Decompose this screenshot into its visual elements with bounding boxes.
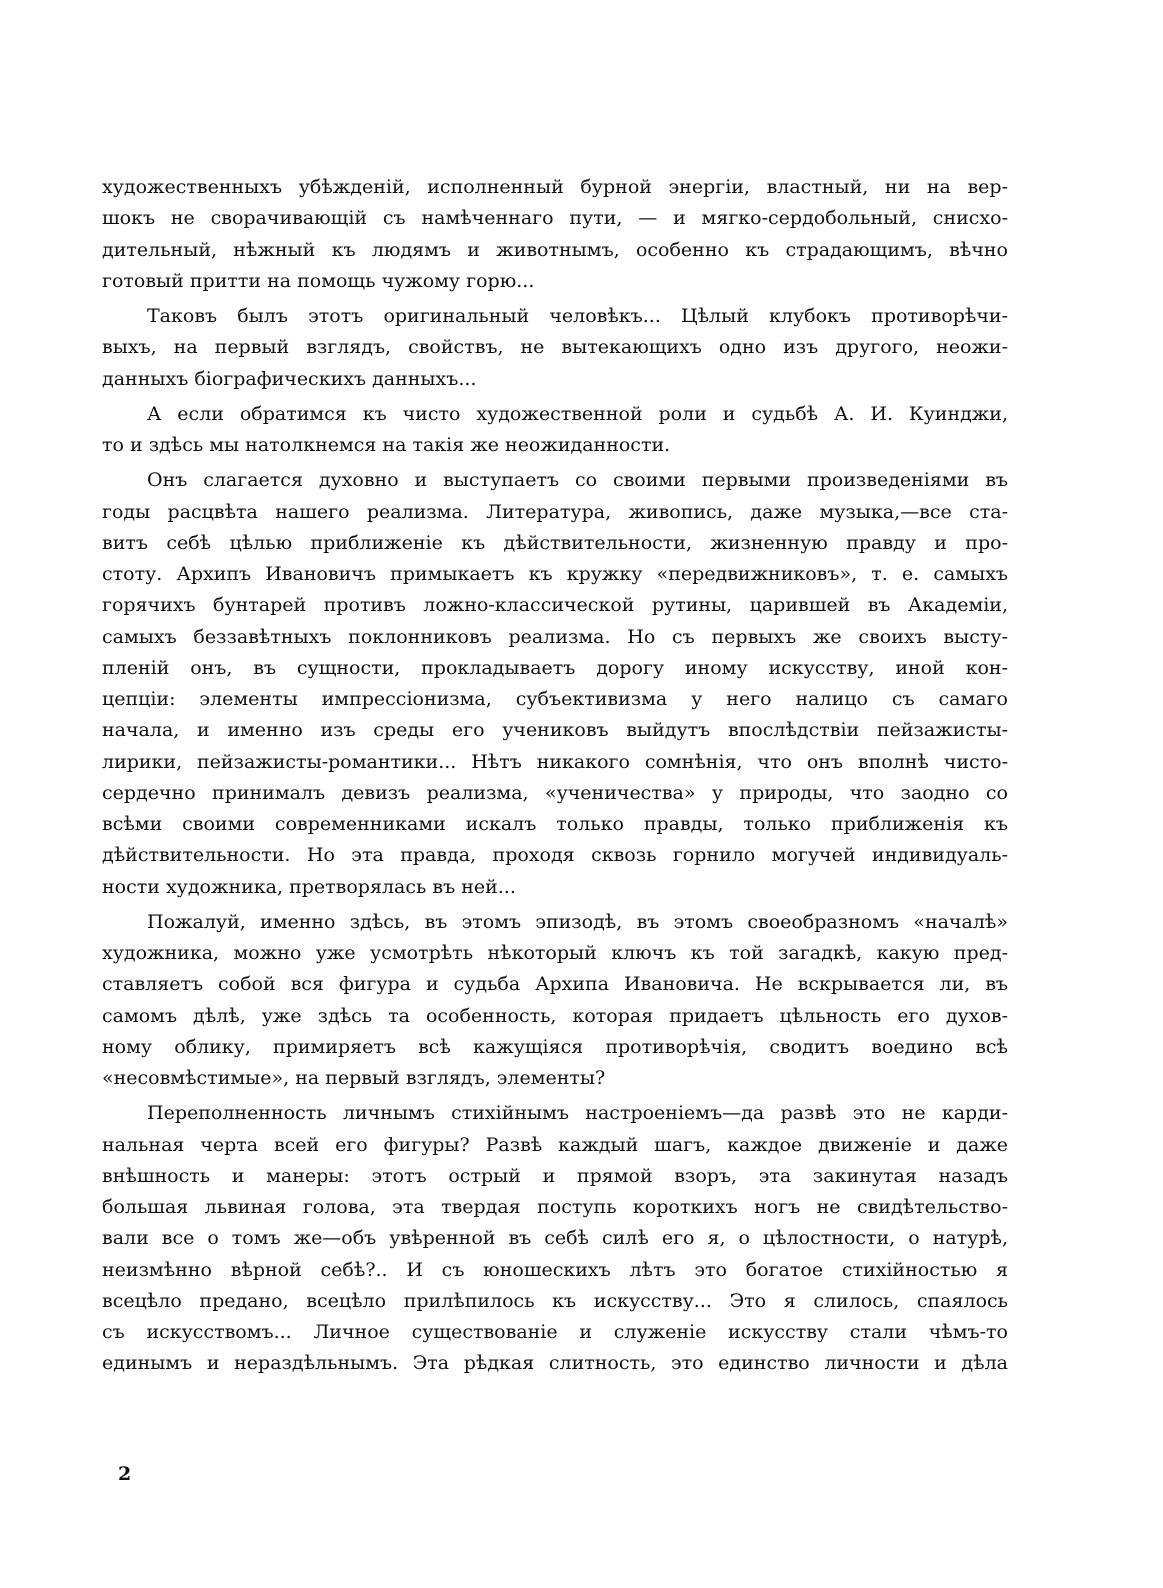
text-line: сердечно принималъ девизъ реализма, «ученичества» у природы, что заодно со (102, 781, 1008, 804)
text-line: единымъ и нераздѣльнымъ. Эта рѣдкая слитность, это единство личности и дѣла (102, 1352, 1008, 1375)
text-line: витъ себѣ цѣлью приближеніе къ дѣйствительности, жизненную правду и про- (102, 531, 1008, 554)
paragraph-5 (102, 907, 1008, 1095)
text-line: ности художника, претворялась въ ней... (102, 875, 516, 898)
page-number: 2 (118, 1463, 132, 1485)
text-line: всѣми своими современниками искалъ только правды, только приближенія къ (102, 813, 1008, 835)
text-line: съ искусствомъ... Личное существованіе и служеніе искусству стали чѣмъ-то (102, 1321, 1008, 1343)
text-line: выхъ, на первый взглядъ, свойствъ, не вытекающихъ одно изъ другого, неожи- (102, 336, 1008, 359)
text-line: Пожалуй, именно здѣсь, въ этомъ эпизодѣ, въ этомъ своеобразномъ «началѣ» (147, 910, 1008, 933)
text-line: внѣшность и манеры: этотъ острый и прямой взоръ, эта закинутая назадъ (102, 1164, 1008, 1187)
body-text (102, 172, 1008, 1380)
text-line: данныхъ біографическихъ данныхъ... (102, 367, 477, 390)
paragraph-2 (102, 301, 1008, 395)
text-line: годы расцвѣта нашего реализма. Литература, живопись, даже музыка,—все ста- (102, 500, 1008, 523)
text-line: ному облику, примиряетъ всѣ кажущіяся противорѣчія, сводитъ воедино всѣ (102, 1035, 1008, 1058)
text-line: стоту. Архипъ Ивановичъ примыкаетъ къ кружку «передвижниковъ», т. е. самыхъ (102, 563, 1008, 585)
text-line: неизмѣнно вѣрной себѣ?.. И съ юношескихъ лѣтъ это богатое стихійностью я (102, 1258, 1008, 1281)
text-line: А если обратимся къ чисто художественной роли и судьбѣ А. И. Куинджи, (147, 402, 1008, 425)
text-line: вали все о томъ же—объ увѣренной въ себѣ силѣ его я, о цѣлостности, о натурѣ, (102, 1227, 1008, 1250)
paragraph-1 (102, 172, 1008, 297)
text-line: Онъ слагается духовно и выступаетъ со своими первыми произведеніями въ (147, 469, 1008, 492)
text-line: дѣйствительности. Но эта правда, проходя сквозь горнило могучей индивидуаль- (102, 844, 1008, 867)
text-line: художественныхъ убѣжденій, исполненный бурной энергіи, властный, ни на вер- (102, 176, 1008, 198)
text-line: самомъ дѣлѣ, уже здѣсь та особенность, которая придаетъ цѣльность его духов- (102, 1004, 1008, 1027)
text-line: Таковъ былъ этотъ оригинальный человѣкъ... Цѣлый клубокъ противорѣчи- (147, 305, 1008, 327)
text-line: Переполненность личнымъ стихійнымъ настроеніемъ—да развѣ это не карди- (147, 1102, 1008, 1125)
text-line: цепціи: элементы импрессіонизма, субъективизма у него налицо съ самаго (102, 688, 1008, 710)
text-line: самыхъ беззавѣтныхъ поклонниковъ реализма. Но съ первыхъ же своихъ высту- (102, 625, 1008, 648)
text-line: художника, можно уже усмотрѣть нѣкоторый ключъ къ той загадкѣ, какую пред- (102, 942, 1008, 964)
text-line: начала, и именно изъ среды его учениковъ выйдутъ впослѣдствіи пейзажисты- (102, 719, 1008, 742)
paragraph-3 (102, 399, 1008, 462)
text-line: большая львиная голова, эта твердая поступь короткихъ ногъ не свидѣтельство- (102, 1196, 1008, 1218)
text-line: то и здѣсь мы натолкнемся на такія же неожиданности. (102, 434, 671, 456)
text-line: шокъ не сворачивающій съ намѣченнаго пути, — и мягко-сердобольный, снисхо- (102, 207, 1008, 230)
paragraph-4 (102, 465, 1008, 903)
text-line: готовый притти на помощь чужому горю... (102, 269, 535, 292)
text-line: ставляетъ собой вся фигура и судьба Архипа Ивановича. Не вскрывается ли, въ (102, 973, 1008, 996)
text-line: «несовмѣстимые», на первый взглядъ, элементы? (102, 1067, 606, 1089)
paragraph-6 (102, 1098, 1008, 1379)
text-line: нальная черта всей его фигуры? Развѣ каждый шагъ, каждое движеніе и даже (102, 1133, 1008, 1156)
text-line: пленій онъ, въ сущности, прокладываетъ дорогу иному искусству, иной кон- (102, 656, 1008, 679)
text-line: всецѣло предано, всецѣло прилѣпилось къ искусству... Это я слилось, спаялось (102, 1289, 1008, 1312)
text-line: горячихъ бунтарей противъ ложно-классической рутины, царившей въ Академіи, (102, 594, 1008, 617)
text-line: дительный, нѣжный къ людямъ и животнымъ, особенно къ страдающимъ, вѣчно (102, 238, 1008, 261)
text-line: лирики, пейзажисты-романтики... Нѣтъ никакого сомнѣнія, что онъ вполнѣ чисто- (102, 750, 1008, 773)
